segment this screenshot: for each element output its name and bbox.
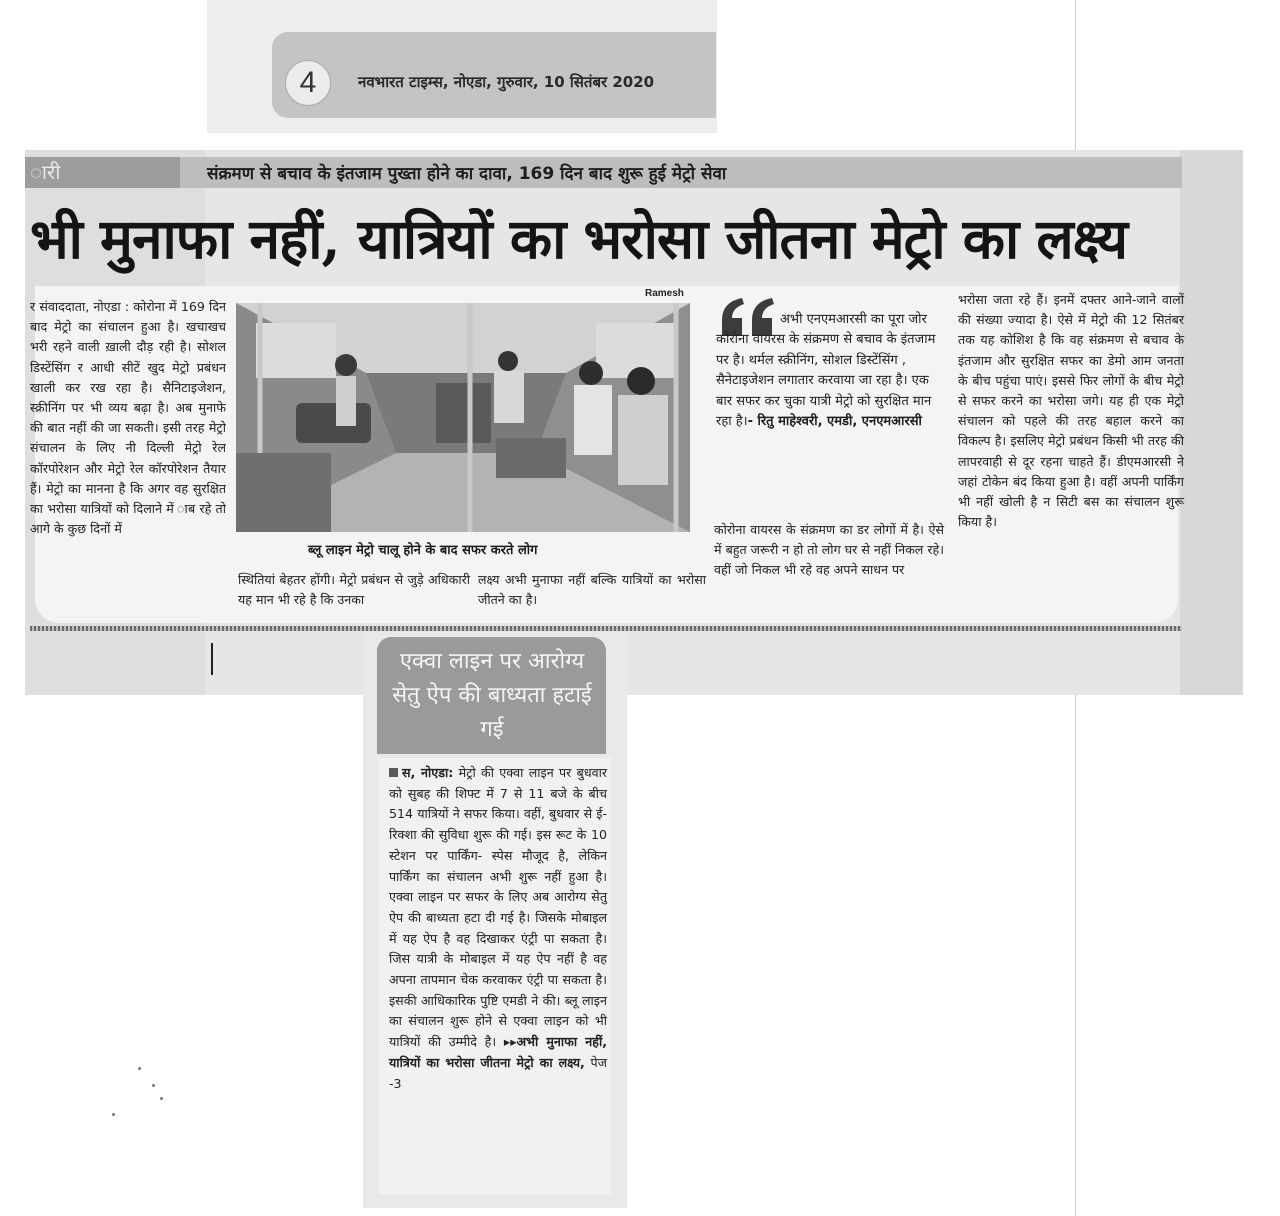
- photo-credit: Ramesh: [645, 288, 684, 299]
- side-article-body: [389, 763, 607, 1094]
- section-tab-label: ारी: [30, 160, 61, 184]
- photo-caption: ब्लू लाइन मेट्रो चालू होने के बाद सफर करते लोग: [308, 543, 538, 558]
- pull-quote-text: अभी एनएमआरसी का पूरा जोर कोरोना वायरस के संक्रमण से बचाव के इंतजाम पर है। थर्मल स्क्रीनिंग, सोशल डिस्टेंसिंग , सैनेटाइजेशन लगातार करवाया जा रहा है। एक बार सफर कर चुका यात्री मेट्रो को सुरक्षित मान रहा है।: [716, 312, 936, 430]
- side-article-dateline: स, नोएडा:: [402, 765, 454, 780]
- article-headline: भी मुनाफा नहीं, यात्रियों का भरोसा जीतना मेट्रो का लक्ष्य: [30, 206, 1128, 271]
- side-article-headline: एक्वा लाइन पर आरोग्य सेतु ऐप की बाध्यता हटाई गई: [392, 649, 592, 742]
- article-column-2: स्थितियां बेहतर होंगी। मेट्रो प्रबंधन से जुड़े अधिकारी यह मान भी रहे है कि उनका: [238, 572, 470, 608]
- article-column-1: र संवाददाता, नोएडा : कोरोना में 169 दिन बाद मेट्रो का संचालन हुआ है। खचाखच भरी रहने वाली ख़ाली दौड़ रही है। सोशल डिस्टेंसिंग र आधी सीटें खुद मेट्रो प्रबंधन खाली कर रख रहा है। सैनिटाइजेशन, स्क्रीनिंग पर भी व्यय बढ़ा है। अब मुनाफे की बात नहीं की जा सकती। इसी तरह मेट्रो संचालन के लिए नी दिल्ली मेट्रो रेल कॉरपोरेशन और मेट्रो रेल कॉरपोरेशन तैयार हैं। मेट्रो का मानना है कि अगर वह सुरक्षित का भरोसा यात्रियों को दिलाने में ाब रहे तो आगे के कुछ दिनों में: [30, 299, 226, 537]
- jump-arrow-icon: ▸▸: [503, 1034, 517, 1050]
- scan-speck: [152, 1084, 155, 1087]
- neighbouring-column-strip-right: [1180, 150, 1243, 695]
- article-column-5: भरोसा जता रहे हैं। इनमें दफ्तर आने-जाने वालों की संख्या ज्यादा है। ऐसे में मेट्रो की 12 सितंबर तक यह कोशिश है कि वह संक्रमण से बचाव के इंतजाम और सुरक्षित सफर का डेमो आम जनता के बीच पहुंचा पाएं। इससे फिर लोगों के बीच मेट्रो से सफर करने का भरोसा जगे। यह ही एक मेट्रो संचालन को पहले की तरह बहाल करने का विकल्प है। इसलिए मेट्रो प्रबंधन किसी भी तरह की लापरवाही से दूर रहना चाहते हैं। डीएमआरसी ने जहां टोकेन बंद किया हुआ है। वहीं अपनी पार्किंग भी नहीं खोली है न सिटी बस का संचालन शुरू किया है।: [958, 292, 1184, 530]
- bullet-square-icon: [389, 768, 398, 777]
- newspaper-dateline: नवभारत टाइम्स, नोएडा, गुरुवार, 10 सितंबर 2020: [358, 73, 655, 91]
- article-kicker: संक्रमण से बचाव के इंतजाम पुख्ता होने का दावा, 169 दिन बाद शुरू हुई मेट्रो सेवा: [207, 164, 727, 184]
- scan-speck: [160, 1097, 163, 1100]
- section-divider: [30, 626, 1182, 631]
- jump-page: पेज -3: [389, 1054, 607, 1091]
- jump-reference: अभी मुनाफा नहीं, यात्रियों का भरोसा जीतना मेट्रो का लक्ष्य,: [389, 1034, 607, 1070]
- article-column-3: लक्ष्य अभी मुनाफा नहीं बल्कि यात्रियों का भरोसा जीतने का है।: [478, 572, 706, 608]
- article-column-4: कोरोना वायरस के संक्रमण का डर लोगों में है। ऐसे में बहुत जरूरी न हो तो लोग घर से नहीं निकल रहे। वहीं जो निकल भी रहे वह अपने साधन पर: [714, 522, 944, 578]
- page-number: 4: [285, 60, 331, 106]
- pull-quote: [716, 310, 946, 432]
- metro-coach-photo: [236, 303, 690, 532]
- pull-quote-attribution: - रितु माहेश्वरी, एमडी, एनएमआरसी: [747, 414, 922, 430]
- scan-speck: [138, 1067, 141, 1070]
- side-article-text: मेट्रो की एक्वा लाइन पर बुधवार को सुबह की शिफ्ट में 7 से 11 बजे के बीच 514 यात्रियों ने सफर किया। वहीं, बुधवार से ई- रिक्शा की सुविधा शुरू की गई। इस रूट के 10 स्टेशन पर पार्किंग- स्पेस मौजूद है, लेकिन पार्किंग का संचालन अभी शुरू नहीं हुआ है। एक्वा लाइन पर सफर के लिए अब आरोग्य सेतु ऐप की बाध्यता हटा दी गई है। जिसके मोबाइल में यह ऐप है वह दिखाकर एंट्री पा सकता है। जिस यात्री के मोबाइल में यह ऐप नहीं है वह अपना तापमान चेक करवाकर एंट्री पा सकता है। इसकी आधिकारिक पुष्टि एमडी ने की। ब्लू लाइन का संचालन शुरू होने से एक्वा लाइन को भी यात्रियों की उम्मीदे है।: [389, 765, 607, 1050]
- scan-speck: [112, 1113, 115, 1116]
- scan-mark: [211, 643, 213, 675]
